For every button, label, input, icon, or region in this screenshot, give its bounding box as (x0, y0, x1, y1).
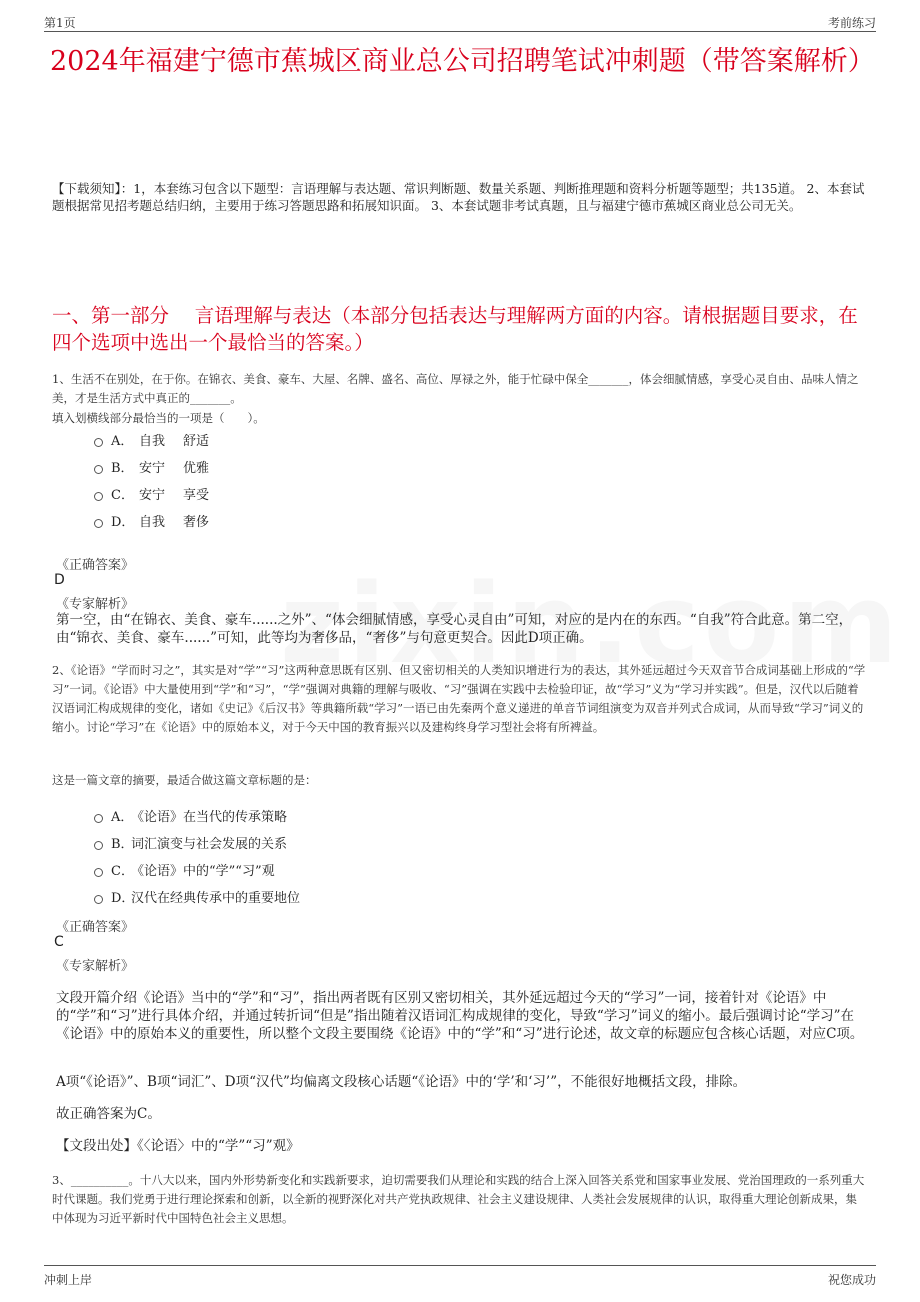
analysis-label: 《专家解析》 (56, 597, 135, 612)
footer-left: 冲刺上岸 (44, 1273, 93, 1287)
radio-icon[interactable] (94, 492, 103, 501)
option-a[interactable]: A． 自我 舒适 (94, 426, 209, 453)
analysis-label: 《专家解析》 (56, 959, 135, 974)
option-b[interactable]: B． 安宁 优雅 (94, 453, 209, 480)
option-c[interactable]: C． 安宁 享受 (94, 480, 209, 507)
footer-right: 祝您成功 (827, 1273, 876, 1287)
analysis-text: A项“《论语》”、B项“词汇”、D项“汉代”均偏离文段核心话题“《论语》中的‘学’和‘习’”，不能很好地概括文段，排除。 (56, 1074, 747, 1090)
radio-icon[interactable] (94, 814, 103, 823)
question-2-prompt: 这是一篇文章的摘要，最适合做这篇文章标题的是： (52, 773, 317, 787)
passage-source: 【文段出处】《〈论语〉中的“学”“习”观》 (56, 1138, 300, 1154)
radio-icon[interactable] (94, 868, 103, 877)
option-d[interactable]: D． 自我 奢侈 (94, 507, 209, 534)
analysis-conclusion: 故正确答案为C。 (56, 1106, 161, 1122)
radio-icon[interactable] (94, 438, 103, 447)
question-1-prompt: 填入划横线部分最恰当的一项是（ ）。 (52, 411, 265, 425)
answer-value: D (54, 572, 65, 588)
answer-value: C (54, 934, 64, 950)
answer-label: 《正确答案》 (56, 920, 135, 935)
radio-icon[interactable] (94, 841, 103, 850)
option-a[interactable]: A． 《论语》在当代的传承策略 (94, 802, 300, 829)
header-tag: 考前练习 (827, 16, 876, 30)
page-number: 第1页 (44, 16, 76, 30)
question-2-options (94, 802, 300, 910)
question-2-stem: 2、《论语》“学而时习之”，其实是对“学”“习”这两种意思既有区别、但又密切相关的人类知识增进行为的表达，其外延远超过今天双音节合成词基础上形成的“学习”一词。《论语》中大量使用到“学”和“习”，“学”强调对典籍的理解与吸收、“习”强调在实践中去检验印证，故“学习”义为“学习并实践”。但是，汉代以后随着汉语词汇构成规律的变化，诸如《史记》《后汉书》等典籍所载“学习”一语已由先秦两个意义递进的单音节词组演变为双音并列式合成词，从而导致“学习”词义的缩小。讨论“学习”在《论语》中的原始本义，对于今天中国的教育振兴以及建构终身学习型社会将有所裨益。 (52, 663, 866, 734)
option-b[interactable]: B． 词汇演变与社会发展的关系 (94, 829, 300, 856)
answer-label: 《正确答案》 (56, 558, 135, 573)
section-heading: 一、第一部分 言语理解与表达（本部分包括表达与理解两方面的内容。请根据题目要求，在四个选项中选出一个最恰当的答案。） (52, 304, 858, 354)
radio-icon[interactable] (94, 465, 103, 474)
analysis-text: 文段开篇介绍《论语》当中的“学”和“习”，指出两者既有区别又密切相关，其外延远超过今天的“学习”一词，接着针对《论语》中的“学”和“习”进行具体介绍，并通过转折词“但是”指出随着汉语词汇构成规律的变化，导致“学习”词义的缩小。最后强调讨论“学习”在《论语》中的原始本义的重要性，所以整个文段主要围绕《论语》中的“学”和“习”进行论述，故文章的标题应包含核心话题，对应C项。 (56, 990, 864, 1042)
document-title: 2024年福建宁德市蕉城区商业总公司招聘笔试冲刺题（带答案解析） (50, 46, 875, 77)
question-3-stem: 3、__________。十八大以来，国内外形势新变化和实践新要求，迫切需要我们从理论和实践的结合上深入回答关系党和国家事业发展、党治国理政的一系列重大时代课题。我们党勇于进行理论探索和创新，以全新的视野深化对共产党执政规律、社会主义建设规律、人类社会发展规律的认识，取得重大理论创新成果，集中体现为习近平新时代中国特色社会主义思想。 (52, 1173, 865, 1225)
option-d[interactable]: D． 汉代在经典传承中的重要地位 (94, 883, 300, 910)
footer-divider (44, 1265, 876, 1266)
question-1-stem: 1、生活不在别处，在于你。在锦衣、美食、豪车、大屋、名牌、盛名、高位、厚禄之外，能于忙碌中保全_______，体会细腻情感，享受心灵自由、品味人情之美，才是生活方式中真正的_______。 (52, 372, 859, 405)
question-1-options (94, 426, 209, 534)
analysis-text: 第一空，由“在锦衣、美食、豪车......之外”、“体会细腻情感，享受心灵自由”可知，对应的是内在的东西。“自我”符合此意。第二空，由“锦衣、美食、豪车......”可知，此等均为奢侈品，“奢侈”与句意更契合。因此D项正确。 (56, 612, 853, 646)
radio-icon[interactable] (94, 519, 103, 528)
download-notice: 【下载须知】：1，本套练习包含以下题型：言语理解与表达题、常识判断题、数量关系题、判断推理题和资料分析题等题型；共135道。 2、本套试题根据常见招考题总结归纳，主要用于练习答题思路和拓展知识面。 3、本套试题非考试真题，且与福建宁德市蕉城区商业总公司无关。 (52, 181, 865, 213)
option-c[interactable]: C． 《论语》中的“学”“习”观 (94, 856, 300, 883)
radio-icon[interactable] (94, 895, 103, 904)
header-divider (44, 31, 876, 32)
